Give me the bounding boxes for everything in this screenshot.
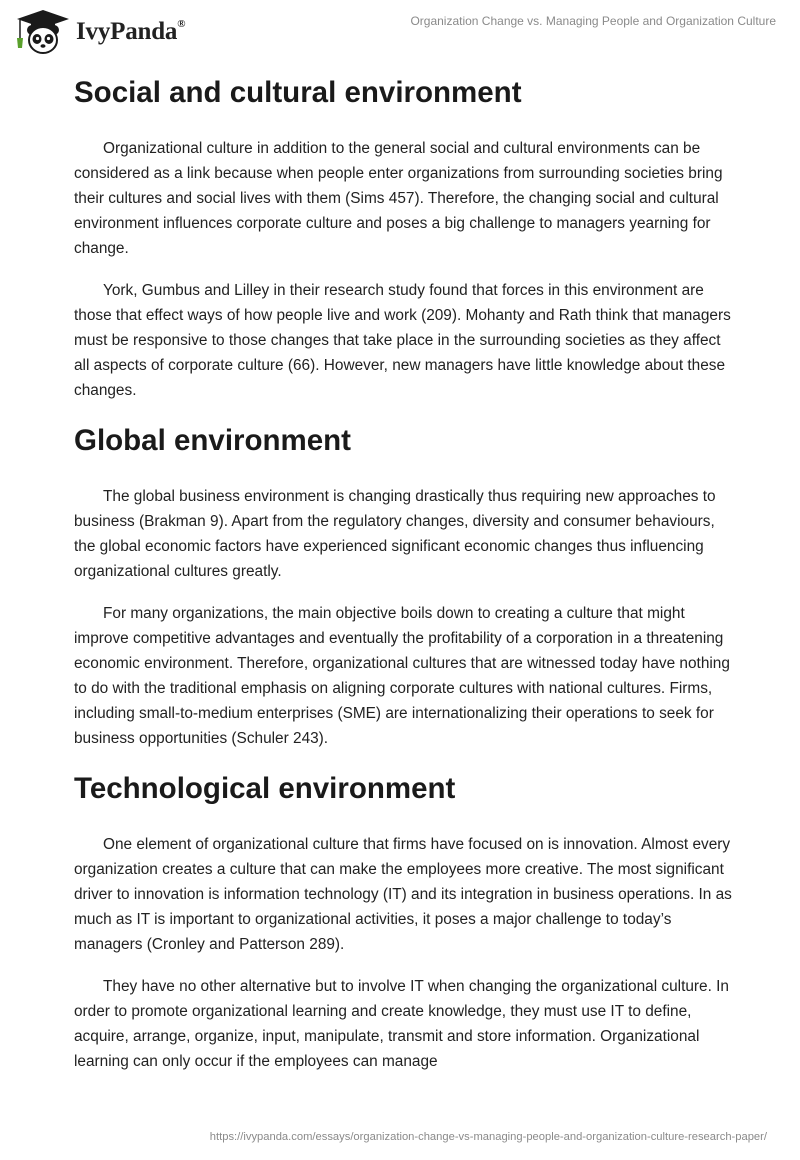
section-heading: Technological environment bbox=[74, 772, 456, 805]
logo-name: IvyPanda bbox=[76, 18, 178, 45]
section-heading: Social and cultural environment bbox=[74, 76, 522, 109]
essay-content bbox=[74, 70, 734, 1091]
registered-mark: ® bbox=[177, 18, 186, 30]
paragraph: One element of organizational culture that firms have focused on is innovation. Almost every organization creates a culture that can make the employees more creative. The most significant driver to innovation is information technology (IT) and its integration in business operations. In as much as IT is important to organizational activities, it poses a major challenge to today’s managers (Cronley and Patterson 289). bbox=[74, 836, 732, 953]
logo-wordmark bbox=[76, 18, 185, 46]
paragraph: York, Gumbus and Lilley in their research study found that forces in this environment are those that effect ways of how people live and work (209). Mohanty and Rath think that managers must be responsive to those changes that take place in the surrounding societies as they affect all aspects of corporate culture (66). However, new managers have little knowledge about these changes. bbox=[74, 282, 731, 399]
paragraph: For many organizations, the main objective boils down to creating a culture that might improve competitive advantages and eventually the profitability of a corporation in a threatening economic environment. Therefore, organizational cultures that are witnessed today have nothing to do with the traditional emphasis on aligning corporate cultures with national cultures. Firms, including small-to-medium enterprises (SME) are internationalizing their operations to seek for business opportunities (Schuler 243). bbox=[74, 605, 730, 747]
source-url[interactable]: https://ivypanda.com/essays/organization-change-vs-managing-people-and-organization-culture-research-paper/ bbox=[209, 1131, 767, 1143]
section-heading: Global environment bbox=[74, 424, 352, 457]
section-social-cultural bbox=[74, 72, 734, 403]
section-global bbox=[74, 420, 734, 751]
running-title: Organization Change vs. Managing People and Organization Culture bbox=[410, 14, 776, 28]
paragraph: They have no other alternative but to involve IT when changing the organizational culture. In order to promote organizational learning and create knowledge, they must use IT to define, acquire, arrange, organize, input, manipulate, transmit and store information. Organizational learning can only occur if the employees can manage bbox=[74, 978, 729, 1070]
panda-graduate-icon bbox=[14, 8, 72, 56]
ivypanda-logo[interactable] bbox=[14, 8, 185, 56]
page-header bbox=[0, 0, 800, 62]
paragraph: The global business environment is changing drastically thus requiring new approaches to business (Brakman 9). Apart from the regulatory changes, diversity and consumer behaviours, the global economic factors have experienced significant economic changes thus influencing organizational cultures greatly. bbox=[74, 488, 716, 580]
paragraph: Organizational culture in addition to the general social and cultural environments can be considered as a link because when people enter organizations from surrounding societies bring their cultures and social lives with them (Sims 457). Therefore, the changing social and cultural environment influences corporate culture and poses a big challenge to managers yearning for change. bbox=[74, 140, 723, 257]
section-technological bbox=[74, 768, 734, 1074]
